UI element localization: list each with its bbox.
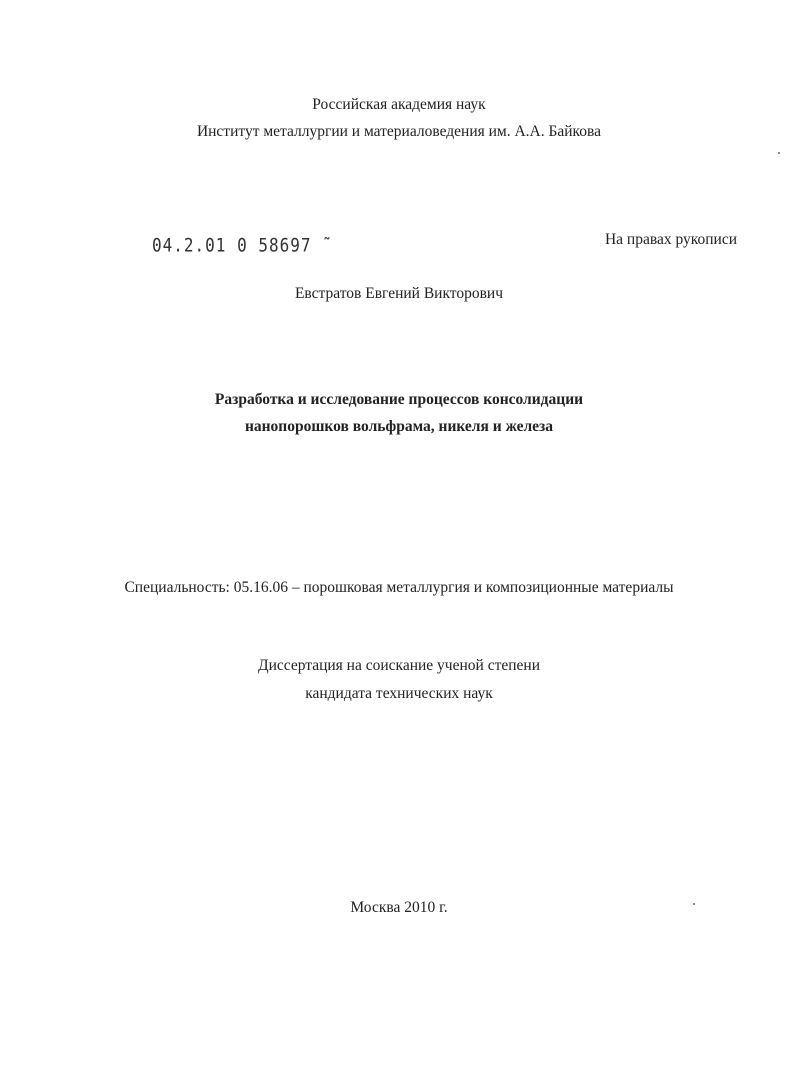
degree-line-2: кандидата технических наук [305,685,493,702]
registration-number-stamp: 04.2.01 0 58697 ˜ [152,234,333,256]
scan-speck [778,152,780,154]
manuscript-rights-note: На правах рукописи [604,231,737,248]
specialty: Специальность: 05.16.06 – порошковая металлургия и композиционные материалы [124,579,674,596]
institute-name: Институт металлургии и материаловедения им. А.А. Байкова [196,123,602,140]
thesis-title-line-2: нанопорошков вольфрама, никеля и железа [244,418,554,435]
scan-speck [693,903,695,905]
academy-name: Российская академия наук [312,96,486,113]
place-and-year: Москва 2010 г. [350,899,448,916]
author-name: Евстратов Евгений Викторович [294,285,504,302]
degree-line-1: Диссертация на соискание ученой степени [258,657,540,674]
thesis-title-line-1: Разработка и исследование процессов консолидации [214,391,584,408]
